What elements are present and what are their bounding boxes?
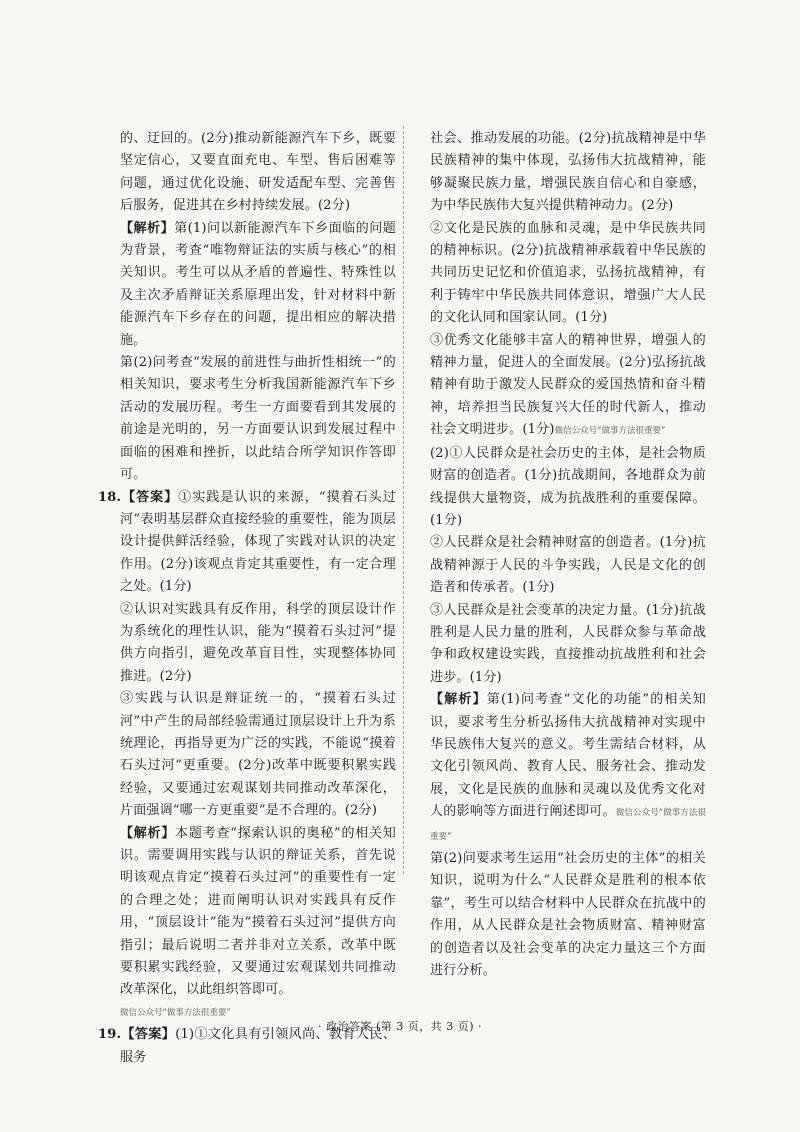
watermark-text: 微信公众号“做事方法很重要” [430, 808, 706, 842]
question-number: 18. [98, 489, 122, 505]
answer-tag: 【答案】 [121, 1027, 176, 1043]
paragraph: 的、迂回的。(2分)推动新能源汽车下乡，既要坚定信心，又要直面充电、车型、售后困难等问题，通过优化设施、研发适配车型、完善售后服务，促进其在乡村持续发展。(2分) [120, 131, 396, 214]
paragraph: ②认识对实践具有反作用，科学的顶层设计作为系统化的理性认识，能为“摸着石头过河”提供方向指引，避免改革盲目性，实现整体协同推进。(2分) [120, 601, 396, 684]
analysis-paragraph [120, 218, 396, 352]
paragraph: 第(2)问考查“发展的前进性与曲折性相统一”的相关知识，要求考生分析我国新能源汽车下乡活动的发展历程。考生一方面要看到其发展的前途是光明的，另一方面要认识到发展过程中面临的困难和挫折，以此结合所学知识作答即可。 [120, 355, 396, 483]
left-column [98, 128, 396, 1069]
paragraph: ③人民群众是社会变革的决定力量。(1分)抗战胜利是人民力量的胜利，人民群众参与革命战争和政权建设实践，直接推动抗战胜利和社会进步。(1分) [430, 602, 706, 685]
paragraph: ②人民群众是社会精神财富的创造者。(1分)抗战精神源于人民的斗争实践，人民是文化的创造者和传承者。(1分) [430, 535, 706, 596]
paragraph: ②文化是民族的血脉和灵魂，是中华民族共同的精神标识。(2分)抗战精神承载着中华民族的共同历史记忆和价值追求，弘扬抗战精神，有利于铸牢中华民族共同体意识，增强广大人民的文化认同和国家认同。(1分) [430, 220, 706, 326]
paragraph: ③实践与认识是辩证统一的，“摸着石头过河”中产生的局部经验需通过顶层设计上升为系统理论，再指导更为广泛的实践，不能说“摸着石头过河”更重要。(2分)改革中既要积累实践经验，又要通过宏观谋划共同推动改革深化，片面强调“哪一方更重要”是不合理的。(2分) [120, 691, 396, 819]
answer-tag: 【答案】 [121, 489, 179, 505]
analysis-text: 第(1)问考查“文化的功能”的相关知识，要求考生分析弘扬伟大抗战精神对实现中华民族伟大复兴的意义。考生需结合材料，从文化引领风尚、教育人民、服务社会、推动发展，文化是民族的血脉和灵魂以及优秀文化对人的影响等方面进行阐述即可。 [430, 692, 706, 820]
page-footer: · 政治答案 (第 3 页，共 3 页) · [317, 1020, 483, 1033]
paragraph [430, 330, 706, 443]
watermark-text: 微信公众号“做事方法很重要” [554, 426, 666, 437]
question-18-answer [98, 487, 396, 599]
analysis-tag: 【解析】 [430, 692, 487, 708]
analysis-paragraph [120, 823, 396, 1002]
analysis-text: 第(1)问以新能源汽车下乡面临的问题为背景，考查“唯物辩证法的实质与核心”的相关知识。考生可以从矛盾的普遍性、特殊性以及主次矛盾辩证关系原理出发，针对材料中新能源汽车下乡存在的问题，提出相应的解决措施。 [120, 220, 396, 348]
right-column [430, 128, 706, 982]
question-number: 19. [98, 1027, 122, 1043]
column-divider [403, 126, 404, 874]
paragraph-text: ③优秀文化能够丰富人的精神世界，增强人的精神力量，促进人的全面发展。(2分)弘扬抗战精神有助于激发人民群众的爱国热情和奋斗精神，培养担当民族复兴大任的时代新人，推动社会文明进步。(1分) [430, 332, 706, 438]
analysis-paragraph [430, 689, 706, 848]
answer-text: ①实践是认识的来源，“摸着石头过河”表明基层群众直接经验的重要性，能为顶层设计提供鲜活经验，体现了实践对认识的决定作用。(2分)该观点肯定其重要性，有一定合理之处。(1分) [120, 489, 396, 595]
analysis-text: 本题考查“探索认识的奥秘”的相关知识。需要调用实践与认识的辩证关系，首先说明该观点肯定“摸着石头过河”的重要性有一定的合理之处；进而阐明认识对实践具有反作用，“顶层设计”能为“摸着石头过河”提供方向指引；最后说明二者并非对立关系，改革中既要积累实践经验，又要通过宏观谋划共同推动改革深化，以此组织答即可。 [120, 825, 396, 998]
paragraph: 社会、推动发展的功能。(2分)抗战精神是中华民族精神的集中体现，弘扬伟大抗战精神，能够凝聚民族力量，增强民族自信心和自豪感，为中华民族伟大复兴提供精神动力。(2分) [430, 131, 706, 214]
analysis-tag: 【解析】 [120, 825, 176, 841]
watermark-text: 微信公众号“做事方法很重要” [120, 1007, 231, 1018]
analysis-tag: 【解析】 [120, 220, 175, 236]
answer-text: (1)①文化具有引领风尚、教育人民、服务 [120, 1027, 396, 1065]
paragraph: (2)①人民群众是社会历史的主体，是社会物质财富的创造者。(1分)抗战期间，各地群众为前线提供大量物资，成为抗战胜利的重要保障。(1分) [430, 445, 706, 528]
paragraph: 第(2)问要求考生运用“社会历史的主体”的相关知识，说明为什么“人民群众是胜利的根本依靠”，考生可以结合材料中人民群众在抗战中的作用，从人民群众是社会物质财富、精神财富的创造者以及社会变革的决定力量这三个方面进行分析。 [430, 851, 706, 979]
